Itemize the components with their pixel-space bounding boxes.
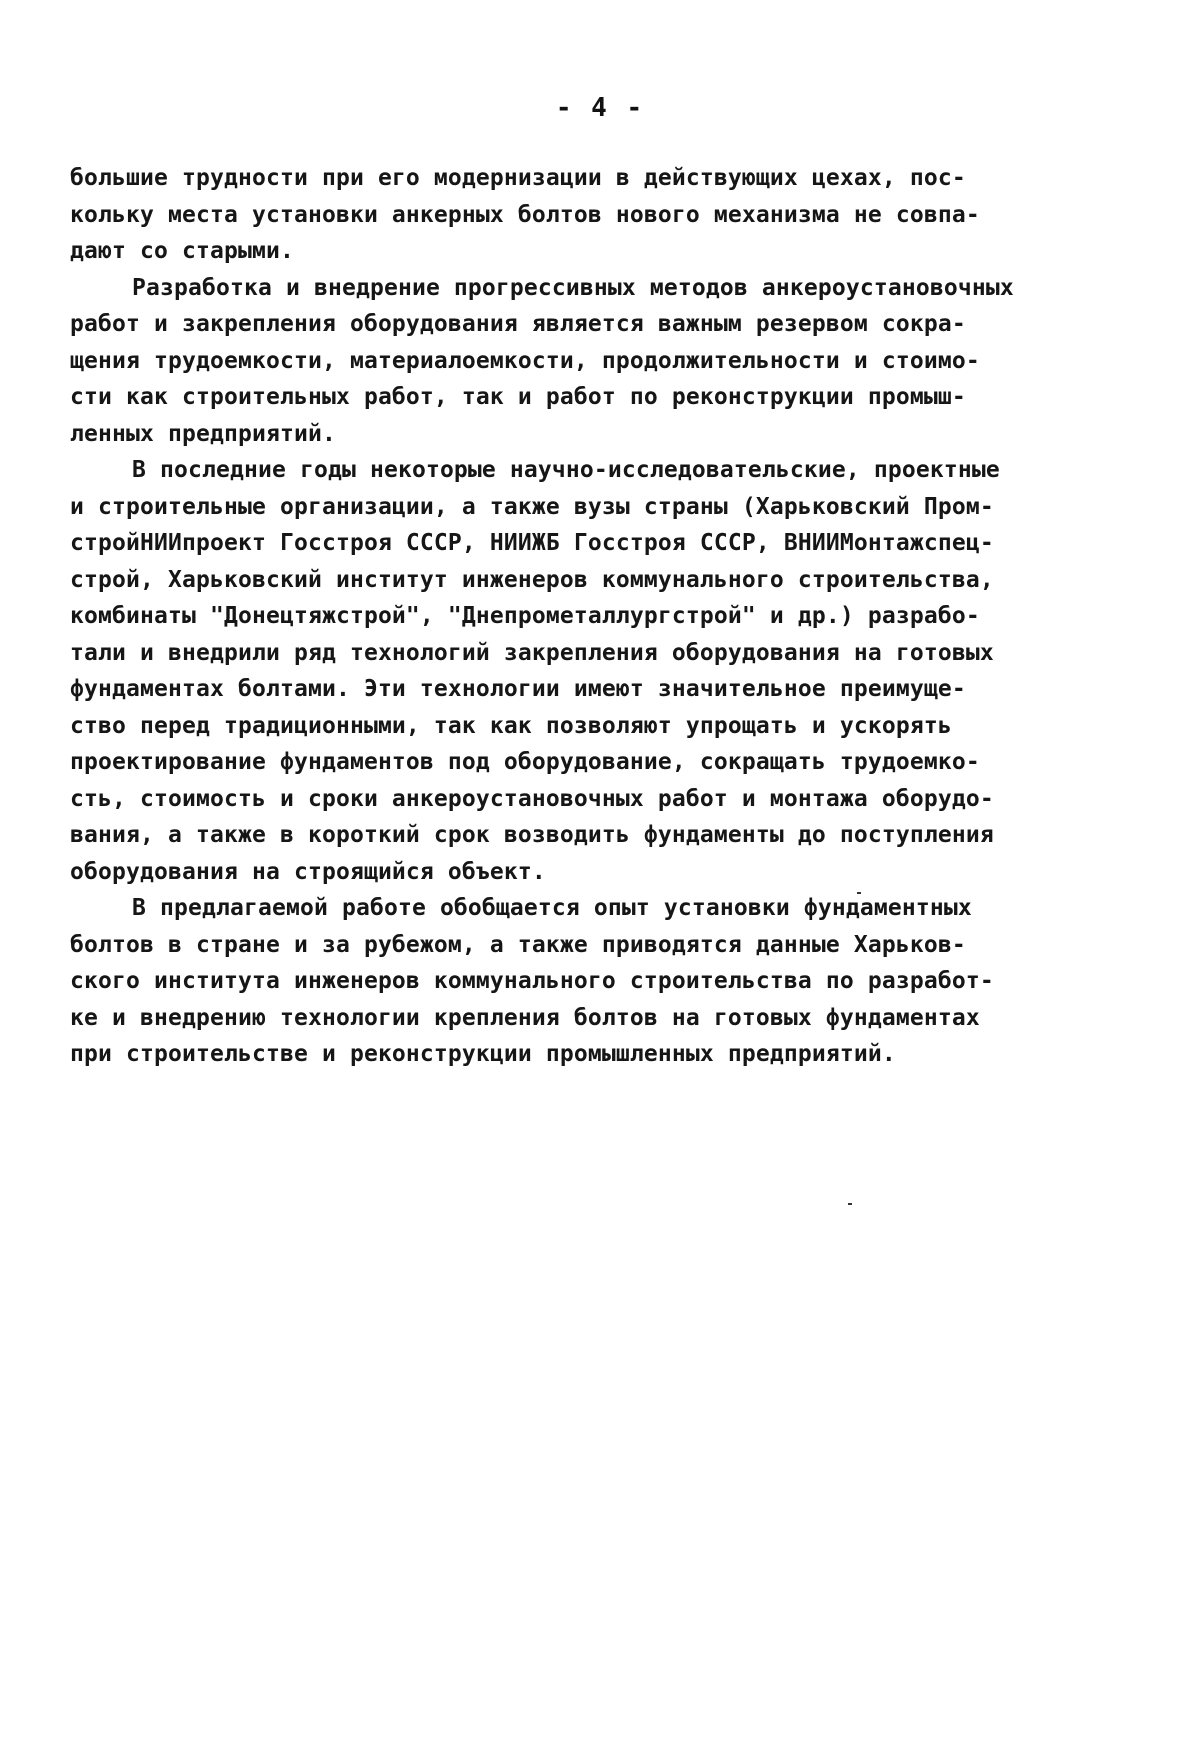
text-line: строй, Харьковский институт инженеров коммунального строительства, (70, 566, 994, 593)
text-line: ленных предприятий. (70, 420, 336, 447)
text-line: комбинаты "Донецтяжстрой", "Днепрометаллургстрой" и др.) разрабо- (70, 603, 980, 629)
text-line: и строительные организации, а также вузы страны (Харьковский Пром- (70, 493, 994, 520)
text-line: проектирование фундаментов под оборудование, сокращать трудоемко- (70, 749, 980, 775)
text-line: тали и внедрили ряд технологий закрепления оборудования на готовых (70, 639, 994, 666)
text-line: дают со старыми. (70, 238, 294, 264)
body-text (70, 160, 1140, 1073)
paragraph-first-line: В последние годы некоторые научно-исследовательские, проектные (132, 457, 1000, 483)
text-line: фундаментах болтами. Эти технологии имеют значительное преимуще- (70, 676, 966, 702)
text-line: сти как строительных работ, так и работ по реконструкции промыш- (70, 384, 966, 410)
text-line: кольку места установки анкерных болтов нового механизма не совпа- (70, 201, 980, 228)
text-line: вания, а также в короткий срок возводить фундаменты до поступления (70, 822, 994, 848)
scan-speck (848, 1203, 852, 1205)
page-number: - 4 - (555, 93, 645, 123)
text-line: работ и закрепления оборудования является важным резервом сокра- (70, 311, 966, 337)
text-line: болтов в стране и за рубежом, а также приводятся данные Харьков- (70, 931, 966, 958)
text-line: стройНИИпроект Госстроя СССР, НИИЖБ Госстроя СССР, ВНИИМонтажспец- (70, 530, 994, 556)
text-line: сть, стоимость и сроки анкероустановочных работ и монтажа оборудо- (70, 785, 994, 812)
paragraph-first-line: В предлагаемой работе обобщается опыт установки фундаментных (132, 895, 972, 921)
text-line: ство перед традиционными, так как позволяют упрощать и ускорять (70, 712, 952, 739)
text-line: при строительстве и реконструкции промышленных предприятий. (70, 1041, 896, 1067)
paragraph-first-line: Разработка и внедрение прогрессивных методов анкероустановочных (132, 274, 1014, 301)
text-line: оборудования на строящийся объект. (70, 858, 546, 885)
text-line: щения трудоемкости, материалоемкости, продолжительности и стоимо- (70, 347, 980, 374)
text-line: большие трудности при его модернизации в действующих цехах, пос- (70, 165, 966, 191)
scan-speck (857, 892, 861, 894)
text-line: ке и внедрению технологии крепления болтов на готовых фундаментах (70, 1004, 980, 1031)
text-line: ского института инженеров коммунального строительства по разработ- (70, 968, 994, 994)
